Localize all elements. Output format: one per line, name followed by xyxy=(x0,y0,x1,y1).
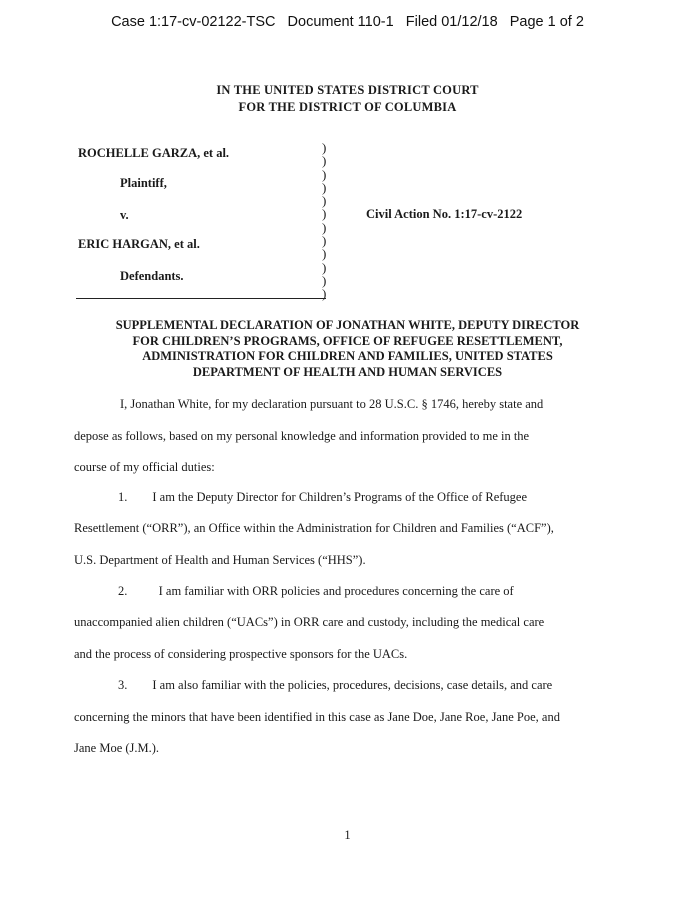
body-line: course of my official duties: xyxy=(74,460,215,474)
declaration-title-line: DEPARTMENT OF HEALTH AND HUMAN SERVICES xyxy=(192,364,503,379)
declaration-title-line: FOR CHILDREN’S PROGRAMS, OFFICE OF REFUGEE RESETTLEMENT, xyxy=(132,333,563,348)
paragraph-3-start: 3. I am also familiar with the policies, procedures, decisions, case details, and care xyxy=(118,678,553,692)
caption-paren-column xyxy=(322,141,334,301)
declaration-title xyxy=(40,318,655,380)
caption-paren: ) xyxy=(322,206,327,222)
plaintiff-name: ROCHELLE GARZA, et al. xyxy=(78,146,230,160)
body-line: Resettlement (“ORR”), an Office within the Administration for Children and Families (“ACF”), xyxy=(74,521,554,535)
defendant-role: Defendants. xyxy=(120,269,184,283)
court-heading-line: FOR THE DISTRICT OF COLUMBIA xyxy=(238,100,457,114)
court-heading xyxy=(0,82,695,116)
caption-paren: ) xyxy=(322,179,327,195)
defendant-name: ERIC HARGAN, et al. xyxy=(78,237,200,251)
body-line: unaccompanied alien children (“UACs”) in ORR care and custody, including the medical care xyxy=(74,615,545,629)
civil-action-number: Civil Action No. 1:17-cv-2122 xyxy=(366,207,523,221)
caption-paren: ) xyxy=(322,272,327,288)
court-heading-line: IN THE UNITED STATES DISTRICT COURT xyxy=(216,83,479,97)
ecf-header-stamp: Case 1:17-cv-02122-TSC Document 110-1 Filed 01/12/18 Page 1 of 2 xyxy=(111,14,584,30)
paragraph-1-start: 1. I am the Deputy Director for Children’s Programs of the Office of Refugee xyxy=(118,490,528,504)
paragraph-2-start: 2. I am familiar with ORR policies and procedures concerning the care of xyxy=(118,584,514,598)
declaration-title-line: ADMINISTRATION FOR CHILDREN AND FAMILIES, UNITED STATES xyxy=(142,349,553,363)
caption-paren: ) xyxy=(322,193,327,209)
body-line: concerning the minors that have been identified in this case as Jane Doe, Jane Roe, Jane Poe, and xyxy=(74,710,560,724)
caption-paren: ) xyxy=(322,259,327,275)
caption-paren: ) xyxy=(322,140,327,155)
body-line: Jane Moe (J.M.). xyxy=(74,741,160,755)
caption-paren: ) xyxy=(322,219,327,235)
body-line: and the process of considering prospective sponsors for the UACs. xyxy=(74,647,408,661)
caption-paren: ) xyxy=(322,246,327,262)
plaintiff-role: Plaintiff, xyxy=(120,176,167,190)
caption-paren: ) xyxy=(322,233,327,249)
page-number: 1 xyxy=(344,828,351,842)
body-line: U.S. Department of Health and Human Services (“HHS”). xyxy=(74,553,366,567)
body-line: I, Jonathan White, for my declaration pursuant to 28 U.S.C. § 1746, hereby state and xyxy=(120,397,544,411)
versus-label: v. xyxy=(120,208,129,222)
caption-paren: ) xyxy=(322,166,327,182)
body-line: depose as follows, based on my personal knowledge and information provided to me in the xyxy=(74,429,530,443)
caption-divider xyxy=(76,298,326,299)
caption-paren: ) xyxy=(322,286,327,302)
caption-paren: ) xyxy=(322,153,327,169)
declaration-title-line: SUPPLEMENTAL DECLARATION OF JONATHAN WHITE, DEPUTY DIRECTOR xyxy=(115,318,580,332)
